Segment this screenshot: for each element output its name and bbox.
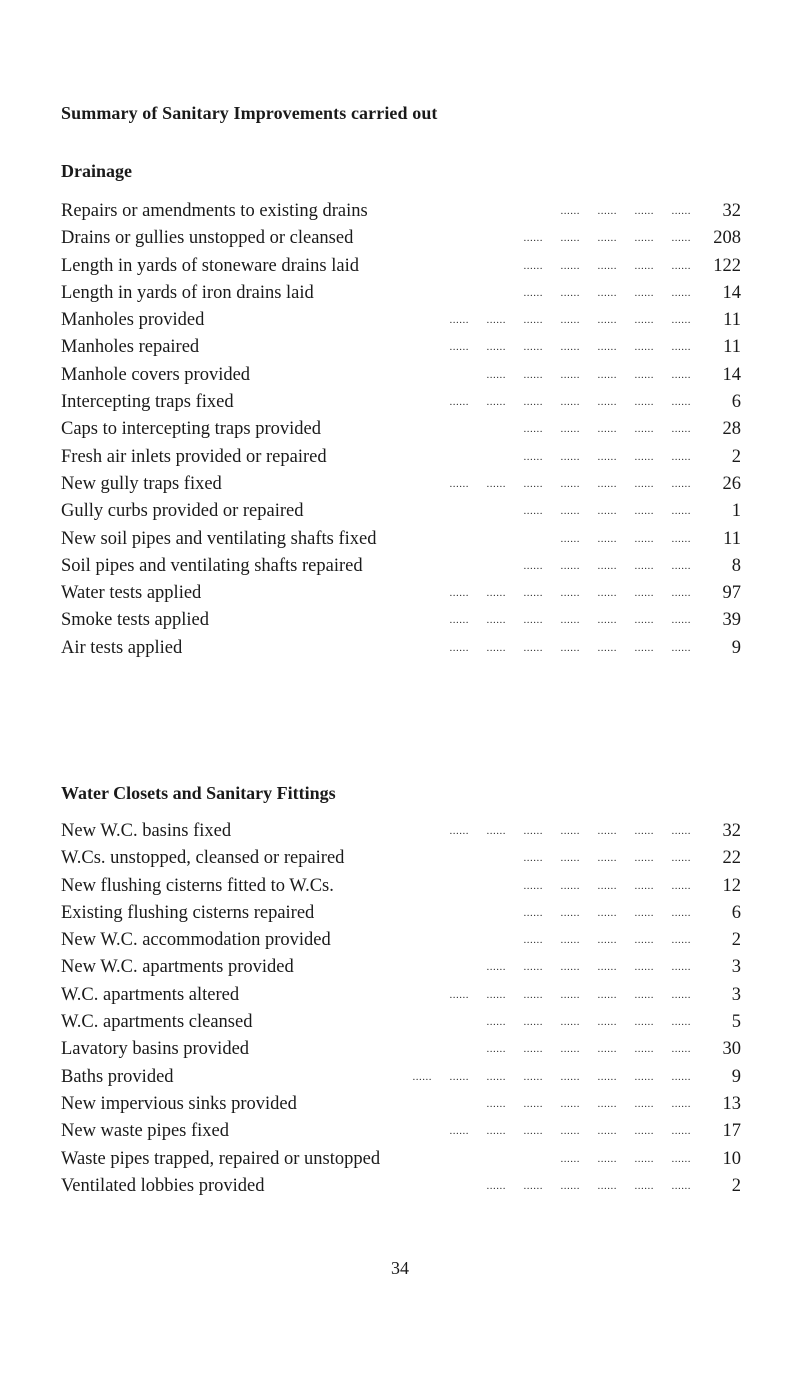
item-label: Intercepting traps fixed bbox=[61, 392, 234, 413]
item-label: Manhole covers provided bbox=[61, 364, 251, 385]
page-number: 34 bbox=[391, 1258, 409, 1278]
item-value: 11 bbox=[723, 528, 741, 549]
list-item bbox=[61, 954, 741, 981]
item-value: 122 bbox=[713, 255, 741, 276]
item-value: 14 bbox=[722, 364, 741, 385]
leader-dots: ...... ...... ...... ...... ...... ...... ...... bbox=[449, 396, 691, 409]
leader-dots: ...... ...... ...... ...... ...... bbox=[523, 423, 691, 436]
item-value: 32 bbox=[722, 201, 741, 221]
list-item bbox=[61, 900, 741, 927]
item-label: Repairs or amendments to existing drains bbox=[61, 201, 368, 221]
item-value: 22 bbox=[722, 848, 741, 869]
drainage-list bbox=[61, 198, 741, 662]
list-item bbox=[61, 1009, 741, 1036]
list-item bbox=[61, 873, 741, 900]
page-title: Summary of Sanitary Improvements carried out bbox=[61, 103, 438, 123]
leader-dots: ...... ...... ...... ...... ...... ...... bbox=[486, 368, 691, 381]
item-value: 6 bbox=[731, 392, 741, 413]
item-value: 3 bbox=[731, 957, 741, 978]
item-value: 5 bbox=[731, 1012, 741, 1033]
item-value: 11 bbox=[723, 337, 741, 358]
item-label: Baths provided bbox=[61, 1066, 174, 1087]
list-item bbox=[61, 526, 741, 553]
section-heading-water-closets: Water Closets and Sanitary Fittings bbox=[61, 783, 336, 803]
section-heading-drainage: Drainage bbox=[61, 161, 132, 181]
list-item bbox=[61, 845, 741, 872]
item-label: Gully curbs provided or repaired bbox=[61, 501, 304, 522]
leader-dots: ...... ...... ...... ...... ...... ...... ...... bbox=[449, 825, 691, 837]
leader-dots: ...... ...... ...... ...... ...... bbox=[523, 232, 691, 245]
leader-dots: ...... ...... ...... ...... ...... ...... ...... bbox=[449, 341, 691, 354]
list-item bbox=[61, 982, 741, 1009]
leader-dots: ...... ...... ...... ...... ...... ...... ...... bbox=[449, 587, 691, 600]
item-label: W.C. apartments cleansed bbox=[61, 1012, 253, 1033]
item-label: Drains or gullies unstopped or cleansed bbox=[61, 228, 354, 249]
leader-dots: ...... ...... ...... ...... ...... ...... ...... bbox=[449, 614, 691, 627]
leader-dots: ...... ...... ...... ...... bbox=[560, 532, 691, 545]
item-value: 8 bbox=[731, 555, 741, 576]
leader-dots: ...... ...... ...... ...... ...... bbox=[523, 879, 691, 892]
list-item bbox=[61, 1118, 741, 1145]
item-label: New gully traps fixed bbox=[61, 473, 222, 494]
item-label: Length in yards of iron drains laid bbox=[61, 282, 314, 303]
leader-dots: ...... ...... ...... ...... ...... ...... bbox=[486, 1016, 691, 1029]
item-value: 3 bbox=[731, 984, 741, 1005]
list-item bbox=[61, 635, 741, 662]
item-value: 208 bbox=[713, 228, 741, 249]
item-value: 6 bbox=[731, 902, 741, 923]
list-item bbox=[61, 1146, 741, 1173]
list-item bbox=[61, 1173, 741, 1200]
item-value: 14 bbox=[722, 282, 741, 303]
list-item bbox=[61, 362, 741, 389]
item-label: W.C. apartments altered bbox=[61, 984, 240, 1005]
item-label: W.Cs. unstopped, cleansed or repaired bbox=[61, 848, 345, 869]
item-value: 12 bbox=[722, 875, 741, 896]
item-value: 9 bbox=[731, 637, 741, 658]
item-label: Water tests applied bbox=[61, 583, 202, 604]
leader-dots: ...... ...... ...... ...... ...... ...... ...... bbox=[449, 988, 691, 1001]
list-item bbox=[61, 1064, 741, 1091]
list-item bbox=[61, 225, 741, 252]
leader-dots: ...... ...... ...... ...... ...... ...... bbox=[486, 1179, 691, 1192]
item-label: New W.C. accommodation provided bbox=[61, 930, 331, 951]
list-item bbox=[61, 580, 741, 607]
leader-dots: ...... ...... ...... ...... bbox=[560, 205, 691, 217]
item-label: Caps to intercepting traps provided bbox=[61, 419, 321, 440]
leader-dots: ...... ...... ...... ...... ...... ...... ...... bbox=[449, 477, 691, 490]
list-item bbox=[61, 1091, 741, 1118]
leader-dots: ...... ...... ...... ...... ...... ...... ...... bbox=[449, 1125, 691, 1138]
leader-dots: ...... ...... ...... ...... ...... ...... ...... bbox=[449, 641, 691, 654]
list-item bbox=[61, 1036, 741, 1063]
item-value: 2 bbox=[731, 930, 741, 951]
item-value: 13 bbox=[722, 1093, 741, 1114]
item-value: 30 bbox=[722, 1039, 741, 1060]
leader-dots: ...... ...... ...... ...... bbox=[560, 1152, 691, 1165]
leader-dots: ...... ...... ...... ...... ...... ...... ...... ...... bbox=[412, 1070, 691, 1083]
item-label: Ventilated lobbies provided bbox=[61, 1175, 265, 1196]
item-label: Manholes repaired bbox=[61, 337, 200, 358]
leader-dots: ...... ...... ...... ...... ...... bbox=[523, 505, 691, 518]
list-item bbox=[61, 389, 741, 416]
item-label: New flushing cisterns fitted to W.Cs. bbox=[61, 875, 334, 896]
list-item bbox=[61, 334, 741, 361]
list-item bbox=[61, 498, 741, 525]
item-value: 1 bbox=[731, 501, 741, 522]
item-value: 10 bbox=[722, 1148, 741, 1169]
list-item bbox=[61, 253, 741, 280]
list-item bbox=[61, 198, 741, 225]
leader-dots: ...... ...... ...... ...... ...... ...... ...... bbox=[449, 314, 691, 327]
item-label: Fresh air inlets provided or repaired bbox=[61, 446, 327, 467]
item-value: 26 bbox=[722, 473, 741, 494]
item-label: Existing flushing cisterns repaired bbox=[61, 902, 315, 923]
item-label: New waste pipes fixed bbox=[61, 1121, 229, 1142]
item-value: 17 bbox=[722, 1121, 741, 1142]
leader-dots: ...... ...... ...... ...... ...... bbox=[523, 906, 691, 919]
water-closets-list bbox=[61, 818, 741, 1200]
item-label: New soil pipes and ventilating shafts fixed bbox=[61, 528, 377, 549]
item-value: 9 bbox=[731, 1066, 741, 1087]
item-value: 97 bbox=[722, 583, 741, 604]
leader-dots: ...... ...... ...... ...... ...... bbox=[523, 852, 691, 865]
list-item bbox=[61, 927, 741, 954]
item-value: 28 bbox=[722, 419, 741, 440]
leader-dots: ...... ...... ...... ...... ...... ...... bbox=[486, 1097, 691, 1110]
item-label: Soil pipes and ventilating shafts repaired bbox=[61, 555, 363, 576]
leader-dots: ...... ...... ...... ...... ...... ...... bbox=[486, 1043, 691, 1056]
list-item bbox=[61, 280, 741, 307]
item-value: 2 bbox=[731, 446, 741, 467]
item-value: 11 bbox=[723, 310, 741, 331]
item-label: New impervious sinks provided bbox=[61, 1093, 297, 1114]
list-item bbox=[61, 444, 741, 471]
list-item bbox=[61, 471, 741, 498]
item-value: 2 bbox=[731, 1175, 741, 1196]
item-label: Air tests applied bbox=[61, 637, 183, 658]
list-item bbox=[61, 818, 741, 845]
leader-dots: ...... ...... ...... ...... ...... bbox=[523, 450, 691, 463]
item-label: Manholes provided bbox=[61, 310, 205, 331]
list-item bbox=[61, 607, 741, 634]
item-label: Waste pipes trapped, repaired or unstopped bbox=[61, 1148, 381, 1169]
leader-dots: ...... ...... ...... ...... ...... bbox=[523, 934, 691, 947]
item-label: New W.C. basins fixed bbox=[61, 821, 232, 841]
leader-dots: ...... ...... ...... ...... ...... ...... bbox=[486, 961, 691, 974]
leader-dots: ...... ...... ...... ...... ...... bbox=[523, 559, 691, 572]
item-label: Length in yards of stoneware drains laid bbox=[61, 255, 359, 276]
list-item bbox=[61, 307, 741, 334]
item-value: 32 bbox=[722, 821, 741, 841]
leader-dots: ...... ...... ...... ...... ...... bbox=[523, 286, 691, 299]
item-label: Lavatory basins provided bbox=[61, 1039, 250, 1060]
list-item bbox=[61, 416, 741, 443]
item-value: 39 bbox=[722, 610, 741, 631]
list-item bbox=[61, 553, 741, 580]
item-label: New W.C. apartments provided bbox=[61, 957, 294, 978]
item-label: Smoke tests applied bbox=[61, 610, 209, 631]
leader-dots: ...... ...... ...... ...... ...... bbox=[523, 259, 691, 272]
